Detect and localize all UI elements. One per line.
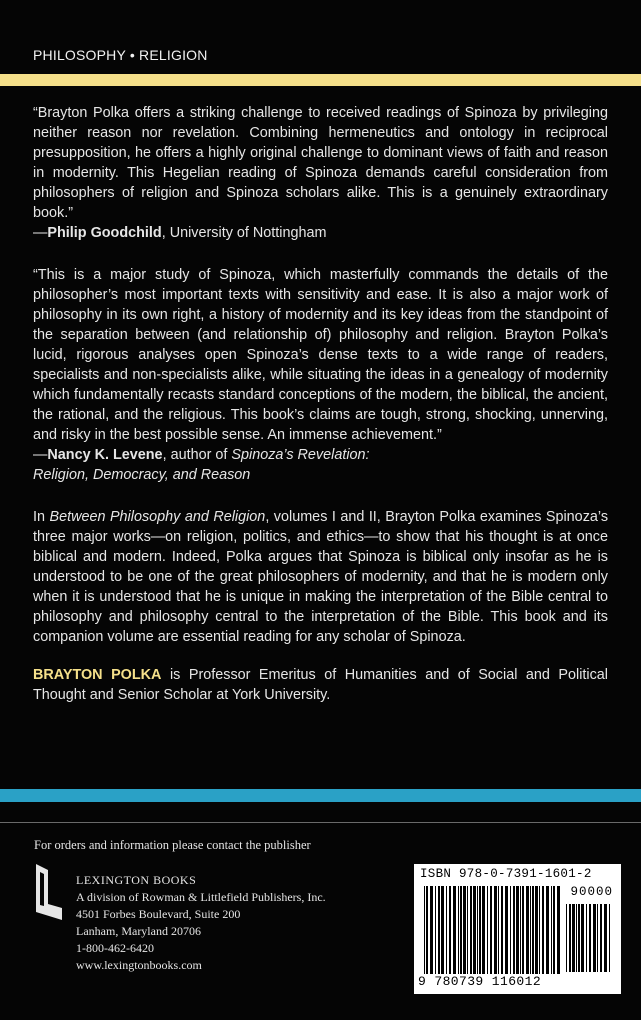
barcode-bar (522, 886, 524, 974)
book-title: Between Philosophy and Religion (49, 509, 266, 525)
barcode-bar (576, 904, 577, 972)
barcode-bar (586, 904, 587, 972)
barcode-bar (513, 886, 515, 974)
barcode-bar (438, 886, 440, 974)
barcode-bar (426, 886, 428, 974)
publisher-phone: 1-800-462-6420 (76, 941, 154, 955)
blurb-goodchild-attribution: —Philip Goodchild, University of Nottingham (33, 225, 327, 241)
barcode-bar (572, 904, 575, 972)
barcode-bar (535, 886, 538, 974)
publisher-info (76, 872, 326, 974)
barcode-panel (414, 864, 621, 994)
barcode-bar (487, 886, 488, 974)
barcode-bar (463, 886, 466, 974)
orders-note: For orders and information please contact the publisher (34, 838, 311, 852)
barcode-bar (539, 886, 540, 974)
endorser-name: Philip Goodchild (47, 225, 162, 241)
barcode-bar (505, 886, 508, 974)
barcode-bar (490, 886, 492, 974)
barcode-bar (458, 886, 459, 974)
barcode-bar (449, 886, 451, 974)
barcode-bar (581, 904, 584, 972)
barcode-bar (498, 886, 499, 974)
barcode-bar (494, 886, 497, 974)
barcode-bar (551, 886, 552, 974)
barcode-bar (589, 904, 591, 972)
isbn-label: ISBN 978-0-7391-1601-2 (420, 867, 592, 881)
barcode-bar (578, 904, 580, 972)
barcode-digits: 9 780739 116012 (418, 974, 542, 989)
blurb-levene-book-title: Religion, Democracy, and Reason (33, 467, 251, 483)
endorser-name: Nancy K. Levene (47, 447, 163, 463)
barcode-bar (546, 886, 549, 974)
barcode-bar (441, 886, 444, 974)
blurb-levene-attribution: —Nancy K. Levene, author of Spinoza’s Revelation: (33, 447, 370, 463)
book-description: In Between Philosophy and Religion, volumes I and II, Brayton Polka examines Spinoza’s three major works—on religion, politics, and ethics—to show that his thought is at once biblical and modern. Indeed, Polka argues that Spinoza is biblical only insofar as he is understood to be one of the great philosophers of modernity, and that he is modern only when it is understood that he is unique in making the interpretation of the Bible central to philosophy and philosophy central to the interpretation of the Bible. This book and its companion volume are essential reading for any scholar of Spinoza. (33, 509, 609, 645)
footer-divider (0, 822, 641, 823)
barcode-bar (446, 886, 447, 974)
blurb-goodchild: “Brayton Polka offers a striking challenge to received readings of Spinoza by privileging neither reason nor revelation. Combining hermeneutics and ontology in reciprocal presupposition, he offers a highly original challenge to dominant views of faith and reason in modernity. This Hegelian reading of Spinoza demands careful consideration from philosophers of religion and Spinoza scholars alike. This is a genuinely extraordinary book.” (33, 105, 608, 221)
barcode-bar (470, 886, 472, 974)
publisher-address-1: 4501 Forbes Boulevard, Suite 200 (76, 907, 241, 921)
lexington-logo-icon (34, 862, 64, 922)
barcode-bar (532, 886, 534, 974)
barcode-bar (593, 904, 596, 972)
barcode-bar (477, 886, 478, 974)
publisher-website: www.lexingtonbooks.com (76, 958, 202, 972)
barcode-bar (542, 886, 544, 974)
price-addon-barcode (564, 904, 614, 972)
barcode-bar (604, 904, 607, 972)
author-name: BRAYTON POLKA (33, 667, 162, 683)
barcode-bar (600, 904, 602, 972)
publisher-name: LEXINGTON BOOKS (76, 873, 197, 887)
barcode-bar (557, 886, 560, 974)
barcode-bar (501, 886, 503, 974)
category-label: PHILOSOPHY • RELIGION (33, 47, 208, 63)
top-yellow-band (0, 74, 641, 86)
barcode-bar (609, 904, 610, 972)
blurb-levene: “This is a major study of Spinoza, which masterfully commands the details of the philosopher’s most important texts with sensitivity and ease. It is also a major work of philosophy in its own right, a history of modernity and its key ideas from the standpoint of the separation between (and relationship of) philosophy and religion. Brayton Polka’s lucid, rigorous analyses open Spinoza’s dense texts to a wide range of readers, specialists and non-specialists alike, while situating the ideas in a genealogy of modernity which fundamentally recasts standard conceptions of the modern, the biblical, the ancient, the rational, and the religious. This book’s claims are tough, strong, shocking, unnerving, and risky in the best possible sense. An immense achievement.” (33, 267, 608, 443)
barcode-bar (479, 886, 481, 974)
publisher-address-2: Lanham, Maryland 20706 (76, 924, 201, 938)
back-cover-text (33, 103, 608, 705)
barcode-bar (510, 886, 511, 974)
author-bio: BRAYTON POLKA is Professor Emeritus of Humanities and of Social and Political Thought and Senior Scholar at York University. (33, 667, 608, 703)
publisher-division: A division of Rowman & Littlefield Publishers, Inc. (76, 890, 326, 904)
barcode-bar (553, 886, 555, 974)
price-code: 90000 (570, 885, 613, 899)
barcode-bar (467, 886, 468, 974)
barcode-bar (530, 886, 531, 974)
barcode-bar (435, 886, 436, 974)
barcode-bar (566, 904, 567, 972)
barcode-bar (516, 886, 519, 974)
bottom-blue-band (0, 789, 641, 802)
barcode-bar (430, 886, 433, 974)
barcode-bar (424, 886, 425, 974)
barcode-bar (482, 886, 485, 974)
barcode-bar (460, 886, 462, 974)
barcode-bar (526, 886, 529, 974)
barcode-bar (569, 904, 571, 972)
barcode-bar (597, 904, 598, 972)
barcode-bar (453, 886, 456, 974)
barcode-bar (473, 886, 476, 974)
ean-barcode (422, 886, 562, 976)
barcode-bar (520, 886, 521, 974)
